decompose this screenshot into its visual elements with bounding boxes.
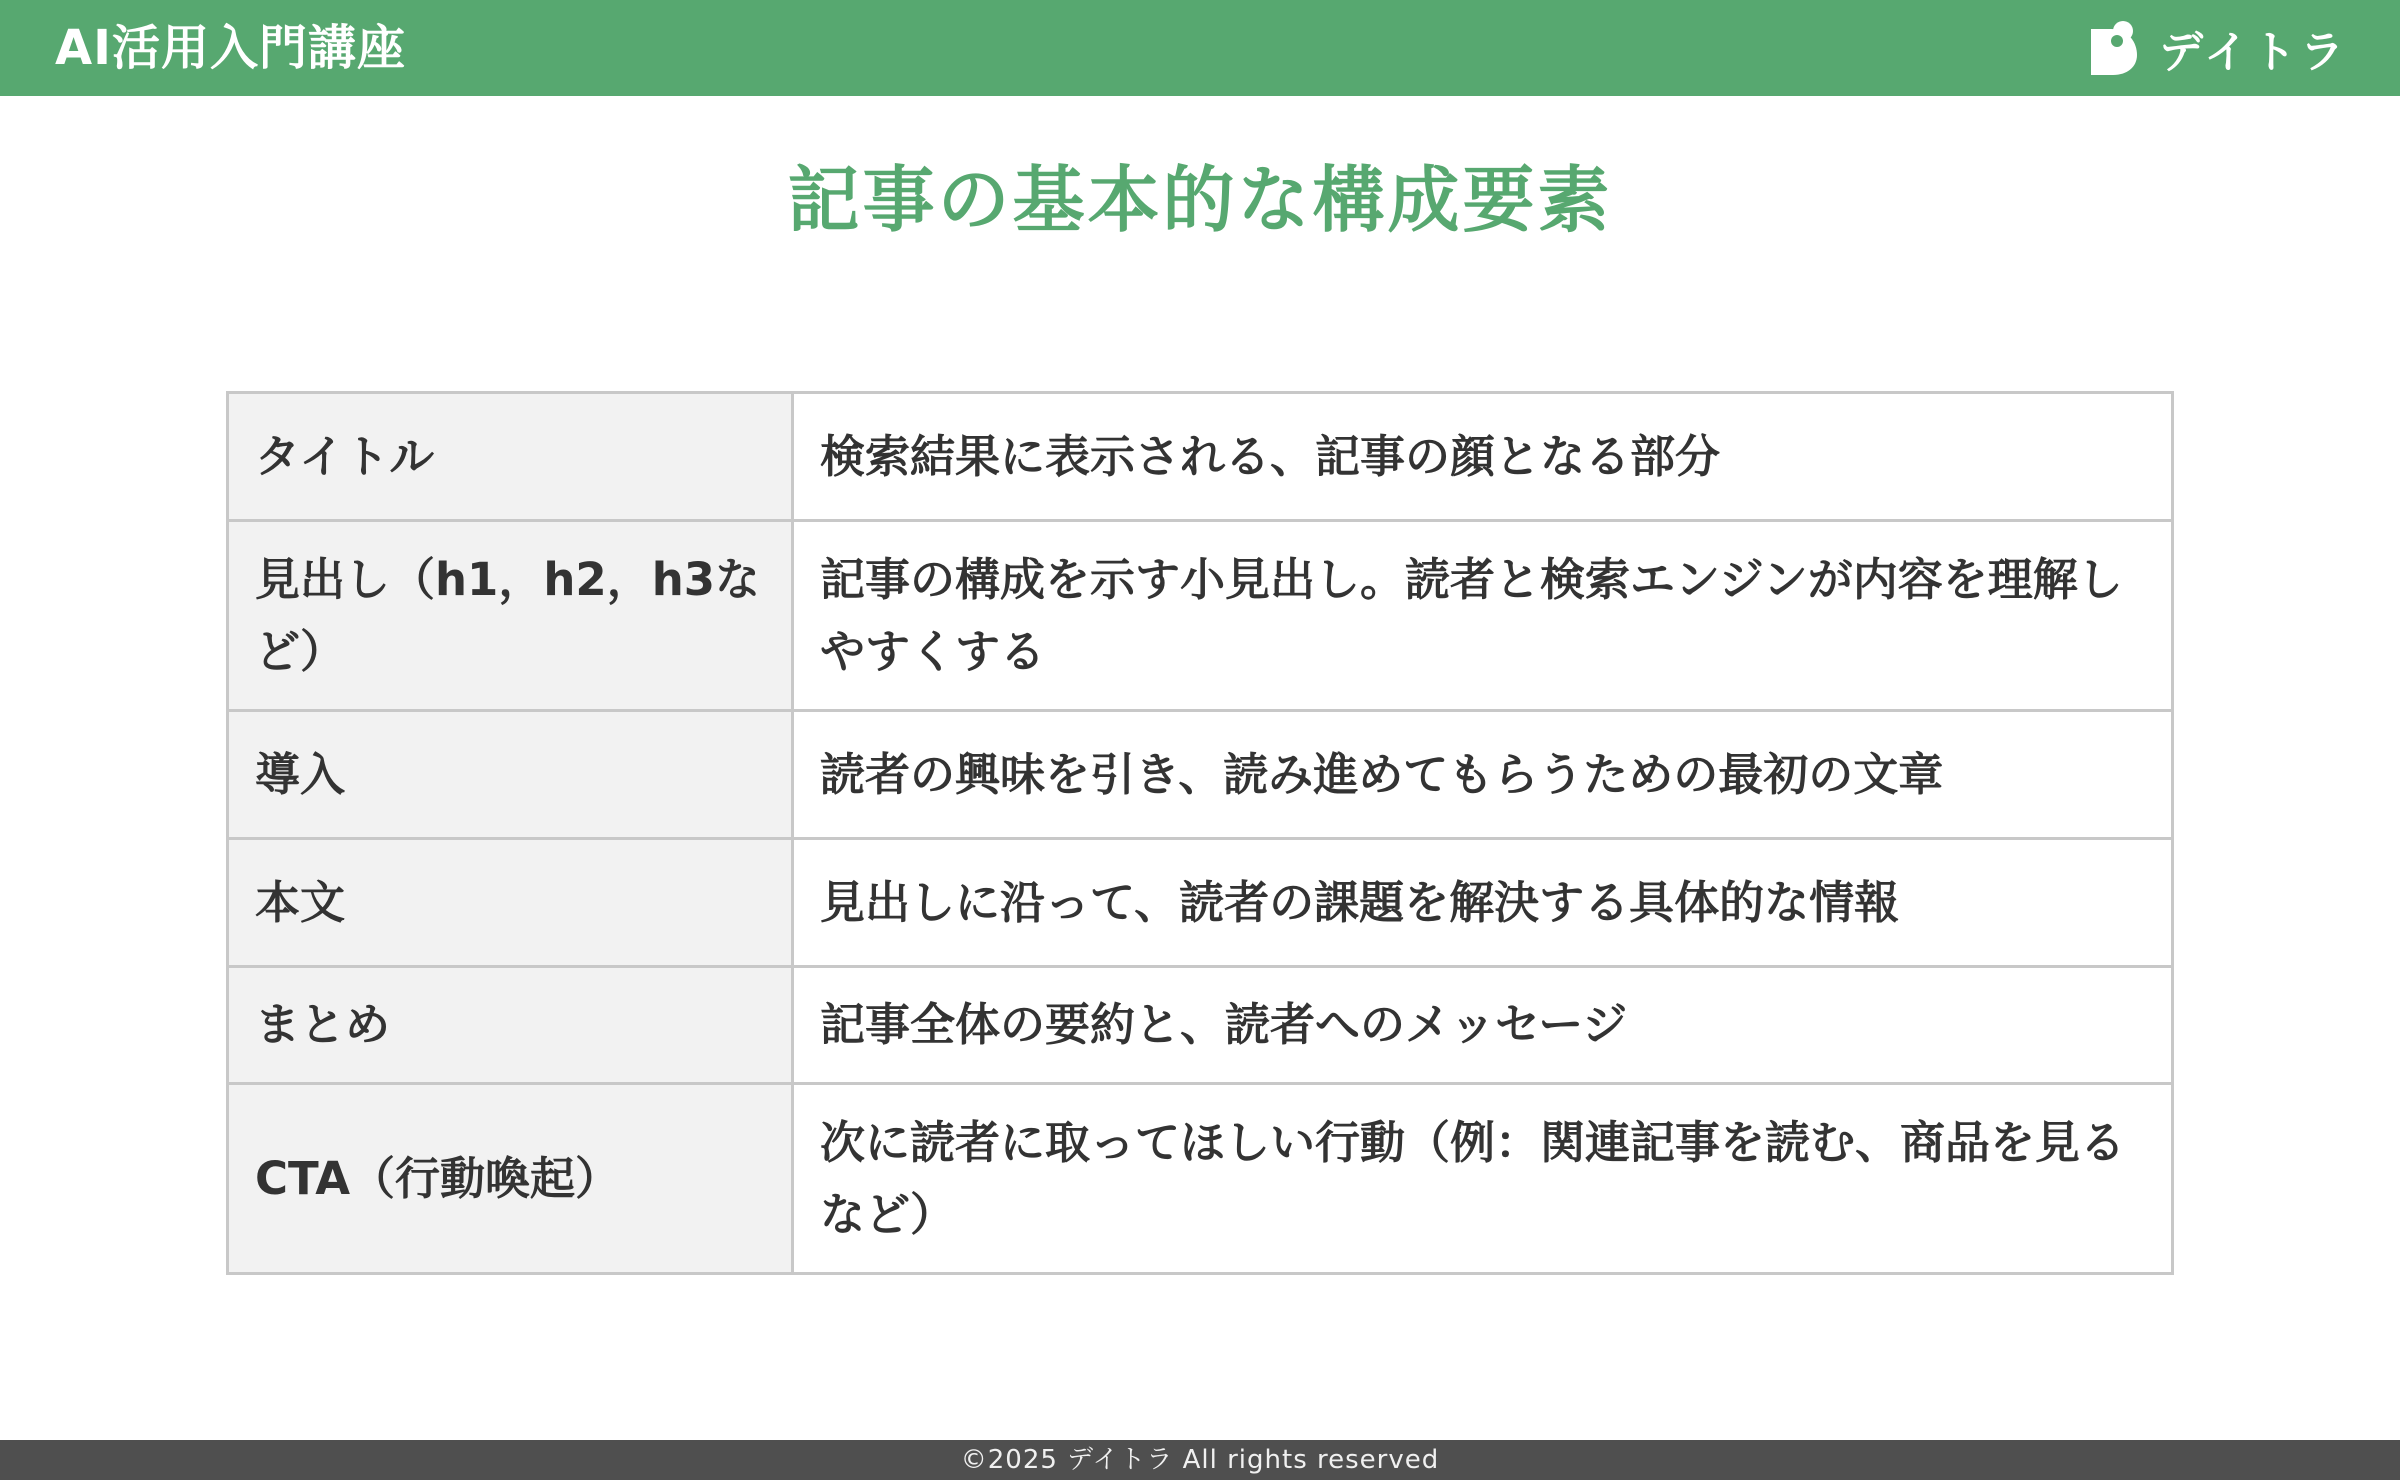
table-row <box>228 839 2173 967</box>
table-row <box>228 393 2173 521</box>
course-title: AI活用入門講座 <box>55 20 407 76</box>
header-bar <box>0 0 2400 96</box>
term-cell: まとめ <box>228 967 793 1084</box>
description-cell: 検索結果に表示される、記事の顔となる部分 <box>793 393 2173 521</box>
brand-name: デイトラ <box>2159 27 2348 78</box>
brand <box>2089 18 2348 78</box>
description-cell: 読者の興味を引き、読み進めてもらうための最初の文章 <box>793 711 2173 839</box>
page-title: 記事の基本的な構成要素 <box>787 158 1613 242</box>
daytra-logo-icon <box>2089 19 2139 77</box>
description-cell: 見出しに沿って、読者の課題を解決する具体的な情報 <box>793 839 2173 967</box>
term-cell: タイトル <box>228 393 793 521</box>
table-row <box>228 967 2173 1084</box>
term-cell: 導入 <box>228 711 793 839</box>
table-row <box>228 711 2173 839</box>
footer-copyright: ©2025 デイトラ All rights reserved <box>0 1440 2400 1480</box>
term-cell: 本文 <box>228 839 793 967</box>
term-cell: 見出し（h1，h2，h3など） <box>228 521 793 711</box>
description-cell: 記事全体の要約と、読者へのメッセージ <box>793 967 2173 1084</box>
description-cell: 記事の構成を示す小見出し。読者と検索エンジンが内容を理解しやすくする <box>793 521 2173 711</box>
components-table <box>226 391 2174 1275</box>
description-cell: 次に読者に取ってほしい行動（例：関連記事を読む、商品を見るなど） <box>793 1084 2173 1274</box>
table-row <box>228 1084 2173 1274</box>
term-cell: CTA（行動喚起） <box>228 1084 793 1274</box>
table-row <box>228 521 2173 711</box>
